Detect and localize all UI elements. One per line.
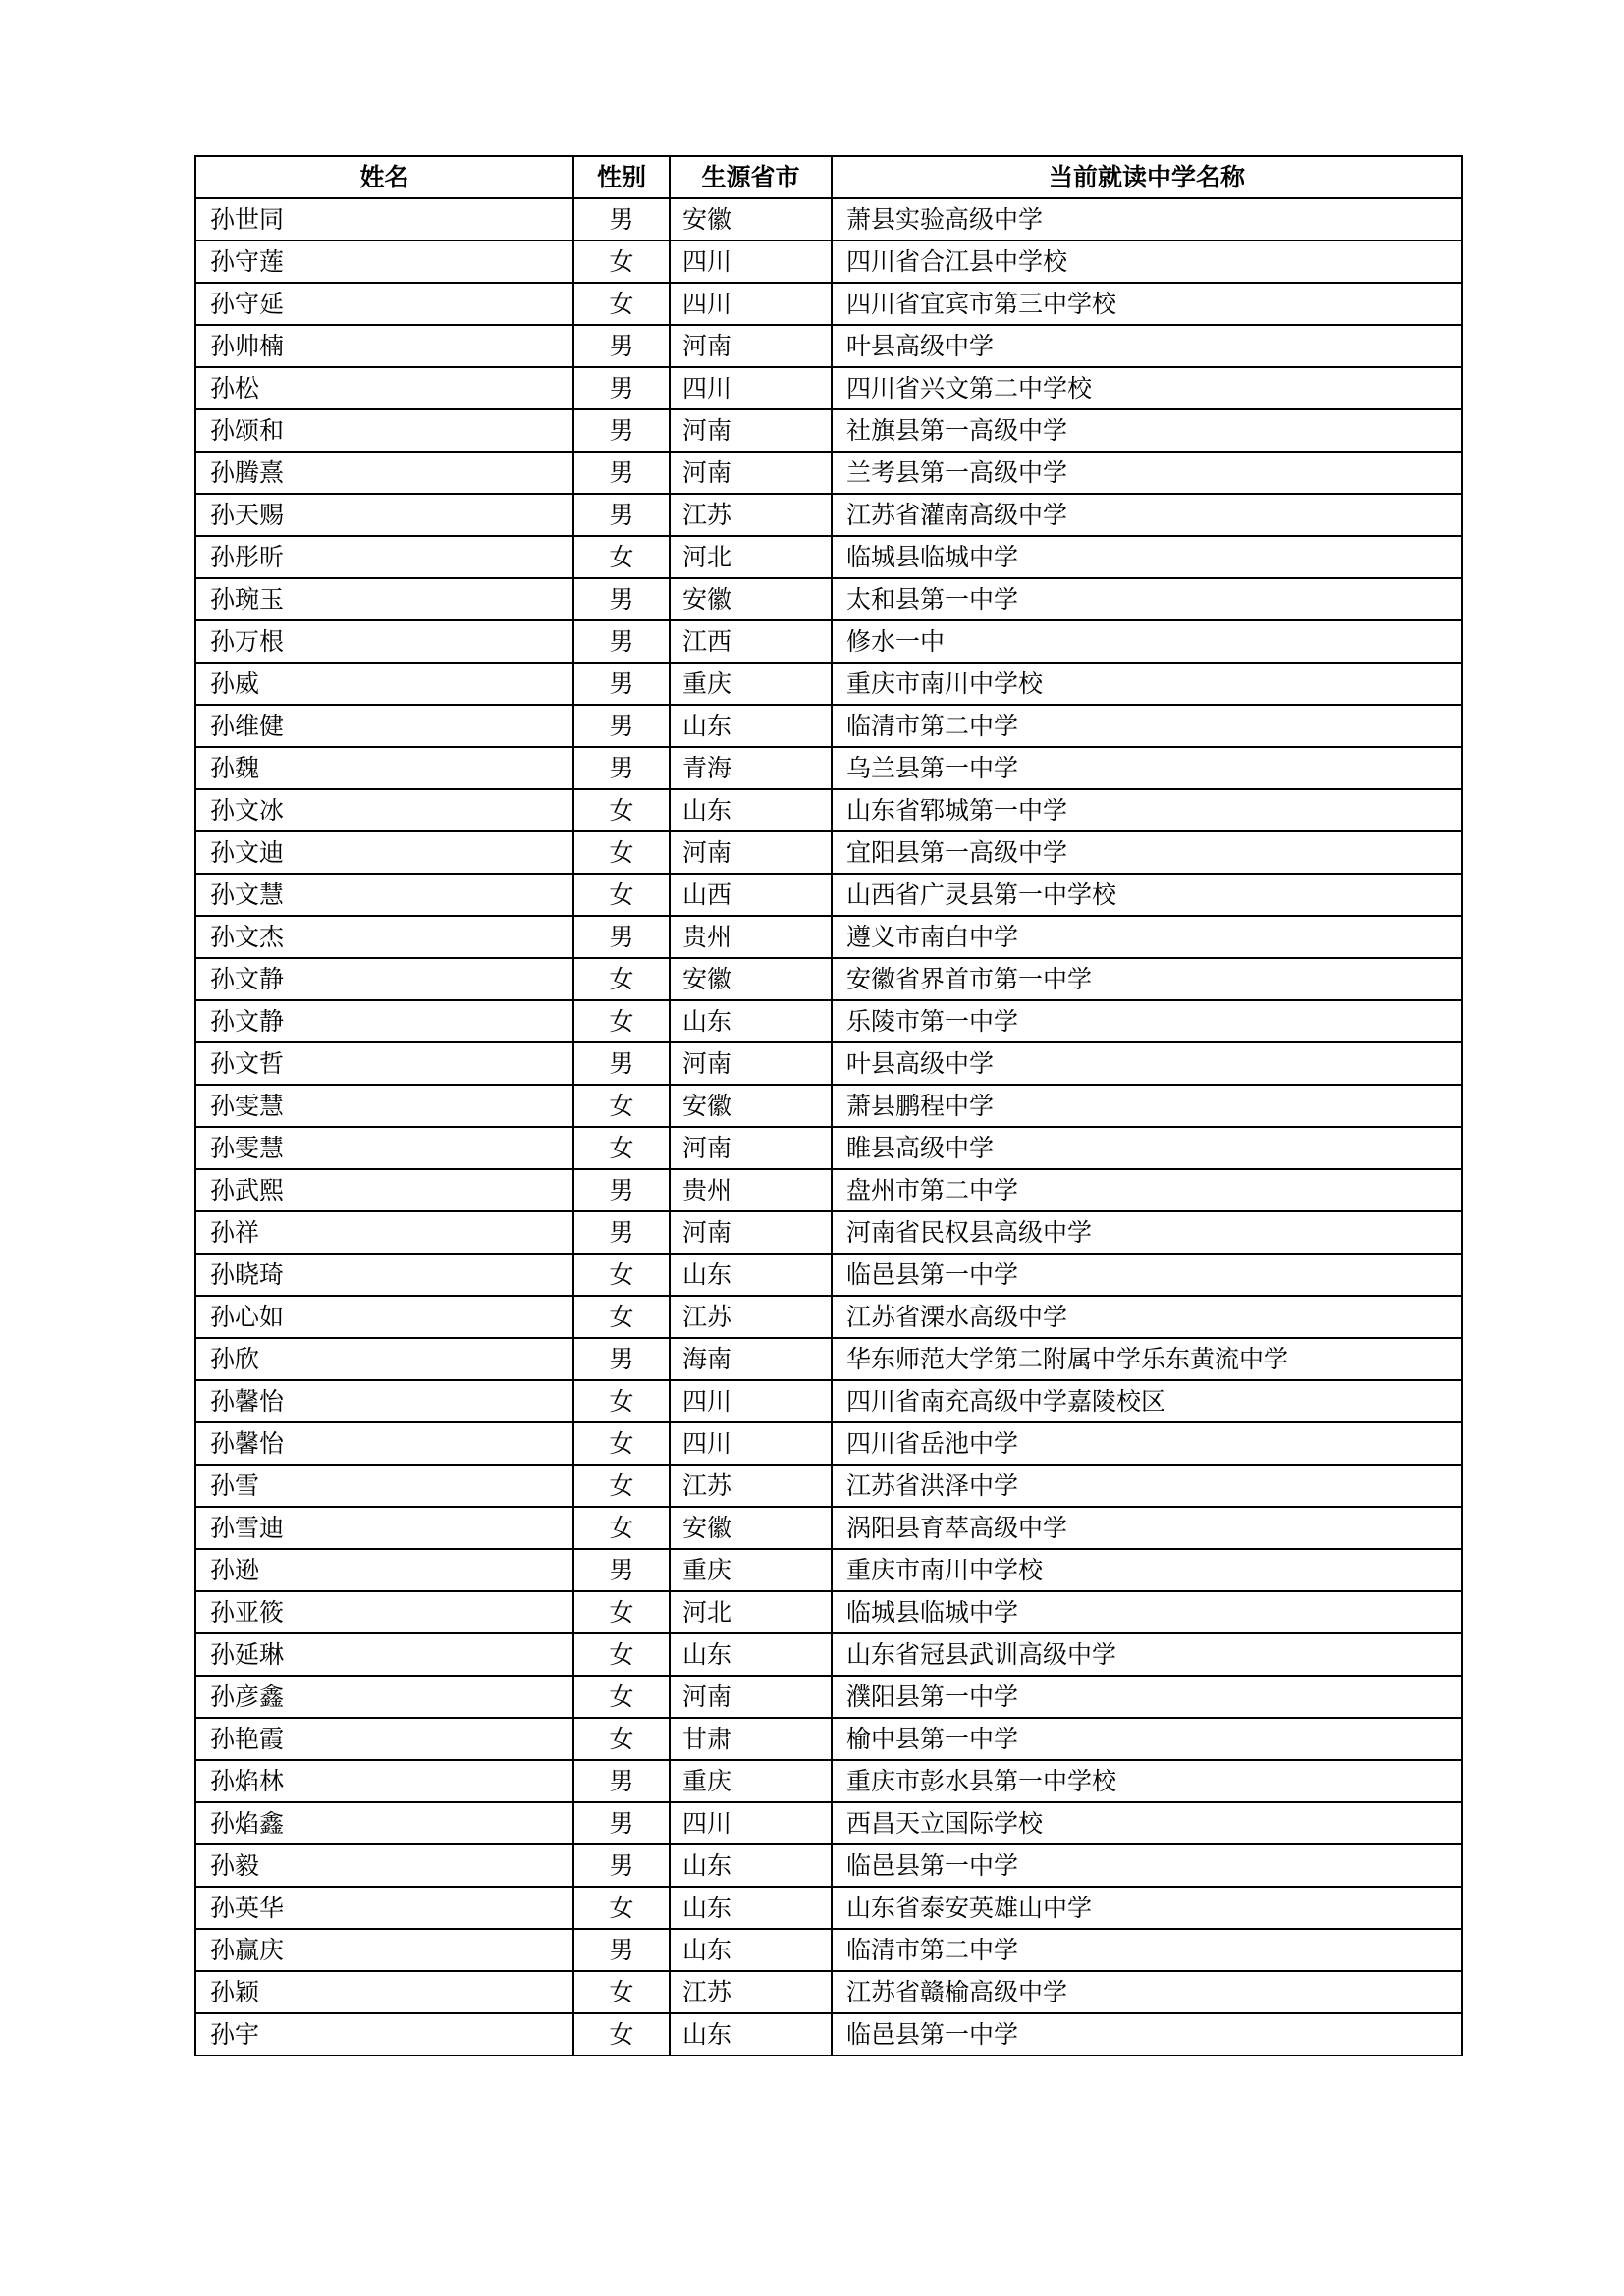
cell-gender: 男: [573, 409, 670, 452]
cell-school: 西昌天立国际学校: [832, 1802, 1462, 1844]
cell-name: 孙艳霞: [195, 1718, 573, 1760]
cell-gender: 男: [573, 1042, 670, 1085]
cell-school: 四川省宜宾市第三中学校: [832, 283, 1462, 325]
cell-gender: 女: [573, 1296, 670, 1338]
cell-school: 江苏省洪泽中学: [832, 1465, 1462, 1507]
table-row: [195, 1549, 1462, 1591]
table-row: [195, 494, 1462, 536]
table-row: [195, 705, 1462, 747]
table-row: [195, 1633, 1462, 1676]
table-row: [195, 1591, 1462, 1633]
cell-school: 太和县第一中学: [832, 578, 1462, 620]
cell-name: 孙焰林: [195, 1760, 573, 1802]
table-row: [195, 367, 1462, 409]
cell-name: 孙文静: [195, 958, 573, 1000]
cell-gender: 女: [573, 536, 670, 578]
cell-gender: 男: [573, 916, 670, 958]
cell-name: 孙文冰: [195, 789, 573, 831]
cell-school: 江苏省灌南高级中学: [832, 494, 1462, 536]
cell-name: 孙文哲: [195, 1042, 573, 1085]
cell-gender: 男: [573, 452, 670, 494]
cell-province: 四川: [670, 1422, 832, 1465]
table-row: [195, 789, 1462, 831]
cell-province: 山东: [670, 1633, 832, 1676]
table-row: [195, 1127, 1462, 1169]
cell-school: 乌兰县第一中学: [832, 747, 1462, 789]
cell-province: 河北: [670, 536, 832, 578]
cell-name: 孙天赐: [195, 494, 573, 536]
table-row: [195, 663, 1462, 705]
table-row: [195, 831, 1462, 874]
cell-province: 河南: [670, 1042, 832, 1085]
cell-name: 孙雯慧: [195, 1127, 573, 1169]
cell-gender: 男: [573, 578, 670, 620]
cell-school: 安徽省界首市第一中学: [832, 958, 1462, 1000]
table-row: [195, 874, 1462, 916]
cell-name: 孙英华: [195, 1887, 573, 1929]
cell-province: 四川: [670, 367, 832, 409]
cell-name: 孙亚筱: [195, 1591, 573, 1633]
cell-province: 山东: [670, 1929, 832, 1971]
cell-gender: 女: [573, 874, 670, 916]
cell-province: 重庆: [670, 1760, 832, 1802]
cell-name: 孙心如: [195, 1296, 573, 1338]
cell-school: 河南省民权县高级中学: [832, 1211, 1462, 1254]
cell-province: 安徽: [670, 1507, 832, 1549]
cell-school: 乐陵市第一中学: [832, 1000, 1462, 1042]
cell-name: 孙馨怡: [195, 1380, 573, 1422]
cell-province: 江西: [670, 620, 832, 663]
cell-gender: 女: [573, 958, 670, 1000]
table-row: [195, 1085, 1462, 1127]
cell-province: 山东: [670, 1887, 832, 1929]
table-row: [195, 1676, 1462, 1718]
cell-province: 甘肃: [670, 1718, 832, 1760]
cell-school: 修水一中: [832, 620, 1462, 663]
cell-name: 孙世同: [195, 198, 573, 240]
cell-name: 孙维健: [195, 705, 573, 747]
cell-gender: 女: [573, 1633, 670, 1676]
cell-school: 社旗县第一高级中学: [832, 409, 1462, 452]
cell-school: 山东省郓城第一中学: [832, 789, 1462, 831]
cell-school: 山东省冠县武训高级中学: [832, 1633, 1462, 1676]
student-list-table: [194, 155, 1463, 2056]
cell-name: 孙赢庆: [195, 1929, 573, 1971]
cell-school: 萧县实验高级中学: [832, 198, 1462, 240]
cell-province: 山东: [670, 1000, 832, 1042]
cell-gender: 女: [573, 1465, 670, 1507]
table-row: [195, 1338, 1462, 1380]
cell-gender: 女: [573, 1380, 670, 1422]
cell-gender: 男: [573, 620, 670, 663]
table-row: [195, 536, 1462, 578]
cell-name: 孙雯慧: [195, 1085, 573, 1127]
table-row: [195, 1380, 1462, 1422]
cell-gender: 男: [573, 663, 670, 705]
cell-name: 孙雪: [195, 1465, 573, 1507]
cell-name: 孙魏: [195, 747, 573, 789]
cell-name: 孙松: [195, 367, 573, 409]
cell-school: 盘州市第二中学: [832, 1169, 1462, 1211]
cell-school: 遵义市南白中学: [832, 916, 1462, 958]
cell-school: 山东省泰安英雄山中学: [832, 1887, 1462, 1929]
table-row: [195, 1760, 1462, 1802]
cell-gender: 女: [573, 1676, 670, 1718]
cell-gender: 女: [573, 1422, 670, 1465]
cell-school: 江苏省溧水高级中学: [832, 1296, 1462, 1338]
cell-school: 华东师范大学第二附属中学乐东黄流中学: [832, 1338, 1462, 1380]
cell-province: 山东: [670, 1844, 832, 1887]
cell-province: 河南: [670, 831, 832, 874]
table-row: [195, 409, 1462, 452]
cell-school: 濮阳县第一中学: [832, 1676, 1462, 1718]
cell-school: 四川省兴文第二中学校: [832, 367, 1462, 409]
cell-province: 四川: [670, 283, 832, 325]
cell-province: 山东: [670, 1254, 832, 1296]
cell-name: 孙馨怡: [195, 1422, 573, 1465]
cell-name: 孙文迪: [195, 831, 573, 874]
cell-gender: 男: [573, 367, 670, 409]
table-row: [195, 452, 1462, 494]
cell-province: 河北: [670, 1591, 832, 1633]
cell-name: 孙颖: [195, 1971, 573, 2013]
table-row: [195, 747, 1462, 789]
cell-gender: 女: [573, 831, 670, 874]
cell-gender: 女: [573, 1887, 670, 1929]
cell-school: 重庆市南川中学校: [832, 1549, 1462, 1591]
cell-name: 孙延琳: [195, 1633, 573, 1676]
cell-name: 孙毅: [195, 1844, 573, 1887]
cell-province: 山东: [670, 2013, 832, 2056]
cell-province: 河南: [670, 1127, 832, 1169]
cell-school: 宜阳县第一高级中学: [832, 831, 1462, 874]
cell-school: 临城县临城中学: [832, 1591, 1462, 1633]
cell-province: 河南: [670, 1211, 832, 1254]
cell-gender: 男: [573, 1929, 670, 1971]
cell-name: 孙琬玉: [195, 578, 573, 620]
cell-school: 榆中县第一中学: [832, 1718, 1462, 1760]
table-row: [195, 1000, 1462, 1042]
table-row: [195, 1802, 1462, 1844]
cell-gender: 女: [573, 789, 670, 831]
cell-province: 安徽: [670, 958, 832, 1000]
cell-school: 萧县鹏程中学: [832, 1085, 1462, 1127]
cell-province: 四川: [670, 1802, 832, 1844]
table-row: [195, 1211, 1462, 1254]
table-row: [195, 1929, 1462, 1971]
cell-gender: 女: [573, 283, 670, 325]
cell-name: 孙宇: [195, 2013, 573, 2056]
cell-gender: 女: [573, 1127, 670, 1169]
cell-gender: 男: [573, 1802, 670, 1844]
cell-province: 安徽: [670, 578, 832, 620]
table-row: [195, 1296, 1462, 1338]
cell-gender: 男: [573, 198, 670, 240]
table-row: [195, 198, 1462, 240]
cell-school: 临邑县第一中学: [832, 1844, 1462, 1887]
cell-name: 孙颂和: [195, 409, 573, 452]
table-row: [195, 1254, 1462, 1296]
table-row: [195, 1971, 1462, 2013]
cell-province: 青海: [670, 747, 832, 789]
cell-province: 山西: [670, 874, 832, 916]
cell-province: 江苏: [670, 1465, 832, 1507]
cell-name: 孙文杰: [195, 916, 573, 958]
cell-province: 贵州: [670, 916, 832, 958]
cell-name: 孙欣: [195, 1338, 573, 1380]
table-row: [195, 1887, 1462, 1929]
cell-school: 四川省岳池中学: [832, 1422, 1462, 1465]
cell-gender: 女: [573, 1085, 670, 1127]
cell-name: 孙武熙: [195, 1169, 573, 1211]
header-gender: 性别: [573, 156, 670, 198]
cell-school: 叶县高级中学: [832, 325, 1462, 367]
cell-gender: 男: [573, 705, 670, 747]
cell-school: 临邑县第一中学: [832, 2013, 1462, 2056]
cell-gender: 女: [573, 1718, 670, 1760]
table-row: [195, 620, 1462, 663]
header-name: 姓名: [195, 156, 573, 198]
cell-name: 孙逊: [195, 1549, 573, 1591]
cell-school: 四川省合江县中学校: [832, 240, 1462, 283]
cell-gender: 男: [573, 1549, 670, 1591]
cell-gender: 男: [573, 1211, 670, 1254]
cell-province: 河南: [670, 452, 832, 494]
cell-province: 河南: [670, 325, 832, 367]
cell-name: 孙帅楠: [195, 325, 573, 367]
cell-province: 山东: [670, 789, 832, 831]
cell-name: 孙晓琦: [195, 1254, 573, 1296]
cell-province: 河南: [670, 409, 832, 452]
cell-school: 涡阳县育萃高级中学: [832, 1507, 1462, 1549]
cell-name: 孙彤昕: [195, 536, 573, 578]
cell-gender: 女: [573, 1254, 670, 1296]
table-row: [195, 958, 1462, 1000]
cell-school: 叶县高级中学: [832, 1042, 1462, 1085]
cell-school: 重庆市彭水县第一中学校: [832, 1760, 1462, 1802]
cell-name: 孙万根: [195, 620, 573, 663]
cell-school: 临城县临城中学: [832, 536, 1462, 578]
table-header-row: [195, 156, 1462, 198]
cell-school: 山西省广灵县第一中学校: [832, 874, 1462, 916]
cell-name: 孙守莲: [195, 240, 573, 283]
cell-gender: 男: [573, 1169, 670, 1211]
table-row: [195, 283, 1462, 325]
table-row: [195, 240, 1462, 283]
table-row: [195, 1507, 1462, 1549]
cell-province: 四川: [670, 240, 832, 283]
cell-gender: 女: [573, 1971, 670, 2013]
cell-province: 江苏: [670, 1971, 832, 2013]
cell-gender: 男: [573, 747, 670, 789]
table-body: [195, 198, 1462, 2056]
cell-province: 重庆: [670, 1549, 832, 1591]
cell-name: 孙守延: [195, 283, 573, 325]
cell-province: 山东: [670, 705, 832, 747]
cell-gender: 女: [573, 1507, 670, 1549]
cell-province: 安徽: [670, 198, 832, 240]
table-row: [195, 1169, 1462, 1211]
cell-gender: 女: [573, 2013, 670, 2056]
cell-school: 临邑县第一中学: [832, 1254, 1462, 1296]
cell-gender: 女: [573, 1000, 670, 1042]
table-row: [195, 325, 1462, 367]
table-row: [195, 578, 1462, 620]
cell-school: 临清市第二中学: [832, 705, 1462, 747]
cell-name: 孙文慧: [195, 874, 573, 916]
cell-school: 重庆市南川中学校: [832, 663, 1462, 705]
header-province: 生源省市: [670, 156, 832, 198]
cell-gender: 男: [573, 1844, 670, 1887]
cell-school: 临清市第二中学: [832, 1929, 1462, 1971]
cell-school: 四川省南充高级中学嘉陵校区: [832, 1380, 1462, 1422]
cell-gender: 女: [573, 240, 670, 283]
cell-name: 孙雪迪: [195, 1507, 573, 1549]
table-row: [195, 1465, 1462, 1507]
cell-name: 孙祥: [195, 1211, 573, 1254]
cell-gender: 男: [573, 325, 670, 367]
table-row: [195, 2013, 1462, 2056]
cell-school: 江苏省赣榆高级中学: [832, 1971, 1462, 2013]
cell-province: 江苏: [670, 1296, 832, 1338]
table-row: [195, 916, 1462, 958]
cell-school: 睢县高级中学: [832, 1127, 1462, 1169]
cell-gender: 男: [573, 494, 670, 536]
cell-name: 孙彦鑫: [195, 1676, 573, 1718]
cell-name: 孙腾熹: [195, 452, 573, 494]
cell-province: 江苏: [670, 494, 832, 536]
cell-province: 安徽: [670, 1085, 832, 1127]
cell-gender: 女: [573, 1591, 670, 1633]
table-row: [195, 1718, 1462, 1760]
cell-school: 兰考县第一高级中学: [832, 452, 1462, 494]
cell-gender: 男: [573, 1338, 670, 1380]
table-row: [195, 1422, 1462, 1465]
cell-name: 孙焰鑫: [195, 1802, 573, 1844]
cell-province: 四川: [670, 1380, 832, 1422]
header-school: 当前就读中学名称: [832, 156, 1462, 198]
cell-province: 重庆: [670, 663, 832, 705]
cell-gender: 男: [573, 1760, 670, 1802]
table-row: [195, 1844, 1462, 1887]
table-row: [195, 1042, 1462, 1085]
cell-name: 孙文静: [195, 1000, 573, 1042]
cell-province: 海南: [670, 1338, 832, 1380]
cell-province: 贵州: [670, 1169, 832, 1211]
cell-province: 河南: [670, 1676, 832, 1718]
cell-name: 孙威: [195, 663, 573, 705]
